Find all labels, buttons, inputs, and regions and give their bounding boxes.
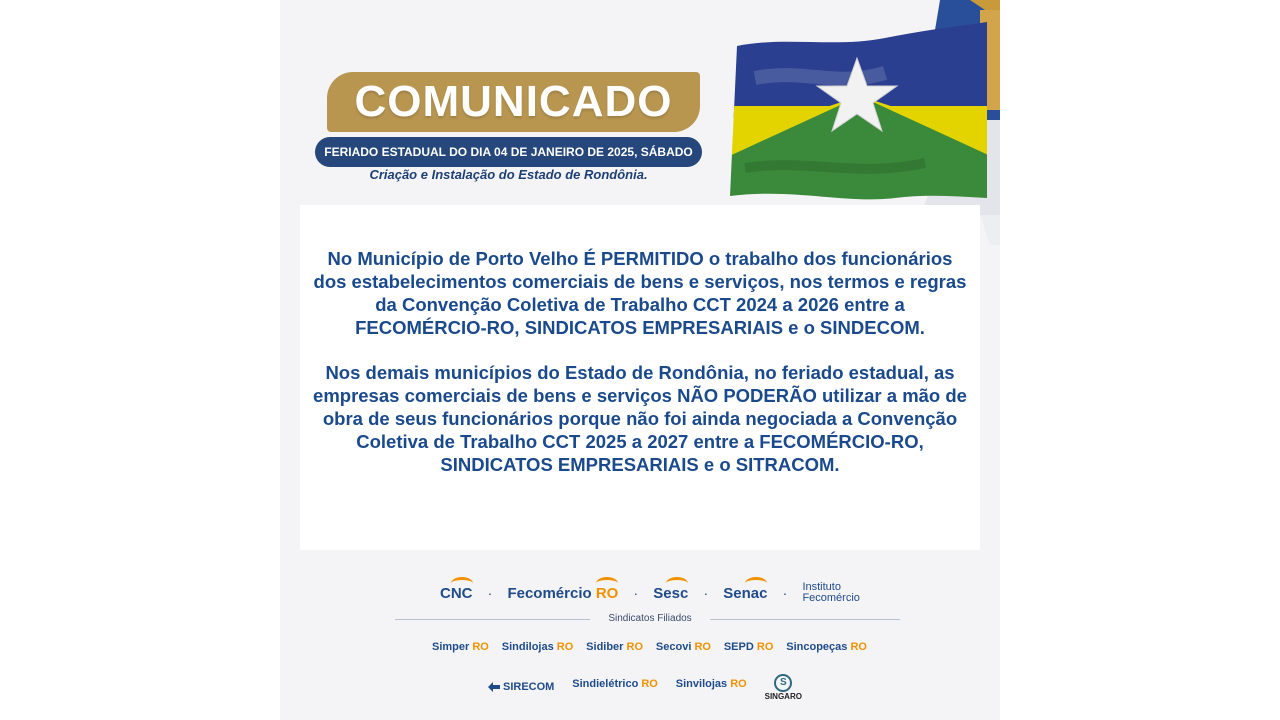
sindieletrico-ro: RO [641, 678, 658, 690]
sinvilojas-logo [676, 678, 747, 696]
sindicatos-row-1 [432, 637, 867, 663]
swoosh-icon [666, 577, 688, 590]
singaro-text: SINGARO [764, 691, 802, 701]
logo-tagline-line [432, 654, 489, 659]
cnc-text: CNC [440, 584, 473, 602]
paragraph-porto-velho: No Município de Porto Velho É PERMITIDO o trabalho dos funcionários dos estabelecimentos comerciais de bens e serviços, nos termos e regras da Convenção Coletiva de Trabalho CCT 2024 a 2026 entre a FECOMÉRCIO-RO, SINDICATOS EMPRESARIAIS e o SINDECOM. [313, 248, 967, 338]
separator-dot: · [782, 585, 788, 601]
senac-text: Senac [723, 584, 768, 602]
sesc-logo [653, 585, 688, 602]
simper-text: Simper [432, 641, 470, 653]
logo-tagline-line [502, 654, 574, 659]
sidiber-ro: RO [626, 641, 644, 653]
sirecom-text: SIRECOM [503, 681, 555, 693]
logo-tagline-line [786, 654, 867, 659]
singaro-logo [765, 674, 802, 701]
cnc-logo [440, 585, 473, 602]
tagline: Criação e Instalação do Estado de Rondônia. [369, 167, 648, 182]
separator-dot: · [703, 585, 709, 601]
sindicatos-row-2 [487, 672, 802, 702]
page-subtitle: FERIADO ESTADUAL DO DIA 04 DE JANEIRO DE 2025, SÁBADO [324, 145, 693, 159]
sidiber-logo [586, 641, 643, 659]
senac-logo [723, 585, 767, 602]
sincopecas-logo [786, 641, 867, 659]
sepd-ro: RO [756, 641, 774, 653]
simper-logo [432, 641, 489, 659]
title-banner [327, 72, 700, 132]
sidiber-text: Sidiber [586, 641, 624, 653]
sepd-text: SEPD [723, 641, 754, 653]
page-title: COMUNICADO [354, 77, 673, 126]
secovi-ro: RO [694, 641, 711, 653]
sindilojas-ro: RO [556, 641, 574, 653]
sincopecas-ro: RO [850, 641, 867, 653]
fecomercio-ro-text: RO [595, 584, 619, 602]
swoosh-icon [451, 577, 473, 590]
logo-tagline-line [586, 654, 643, 659]
instituto-fecomercio-text: Fecomércio [802, 592, 860, 604]
sindilojas-logo [502, 641, 574, 659]
sesc-text: Sesc [653, 584, 689, 602]
sindicatos-filiados-label: Sindicatos Filiados [590, 613, 710, 624]
sindieletrico-text: Sindielétrico [572, 678, 639, 690]
logo-tagline-line [656, 654, 711, 659]
fecomercio-logo [507, 585, 618, 602]
rondonia-flag-icon [725, 18, 995, 203]
logo-tagline-line [676, 691, 747, 696]
sindieletrico-logo [572, 678, 658, 696]
subtitle-banner [315, 137, 702, 167]
singaro-mark-icon: S [774, 674, 792, 692]
sirecom-logo [487, 681, 554, 693]
sindilojas-text: Sindilojas [501, 641, 554, 653]
announcement-card [280, 0, 1000, 720]
sepd-logo [724, 641, 774, 659]
announcement-body [310, 247, 970, 498]
swoosh-icon [596, 577, 618, 590]
instituto-fecomercio-logo [802, 582, 859, 604]
instituto-text: Instituto [802, 581, 841, 593]
secovi-text: Secovi [655, 641, 692, 653]
logo-tagline-line [724, 654, 774, 659]
partner-logos [440, 575, 860, 611]
sincopecas-text: Sincopeças [786, 641, 848, 653]
simper-ro: RO [472, 641, 489, 653]
sinvilojas-text: Sinvilojas [675, 678, 728, 690]
fecomercio-text: Fecomércio [507, 584, 592, 602]
paragraph-demais-municipios: Nos demais municípios do Estado de Rondônia, no feriado estadual, as empresas comerciais de bens e serviços NÃO PODERÃO utilizar a mão de obra de seus funcionários porque não foi ainda negociada a Convenção Coletiva de Trabalho CCT 2025 a 2027 entre a FECOMÉRCIO-RO, SINDICATOS EMPRESARIAIS e o SITRACOM. [313, 362, 967, 475]
separator-dot: · [633, 585, 639, 601]
logo-tagline-line [572, 691, 658, 696]
sinvilojas-ro: RO [730, 678, 747, 690]
swoosh-icon [745, 577, 767, 590]
sirecom-mark-icon [487, 681, 501, 693]
secovi-logo [656, 641, 711, 659]
separator-dot: · [487, 585, 493, 601]
